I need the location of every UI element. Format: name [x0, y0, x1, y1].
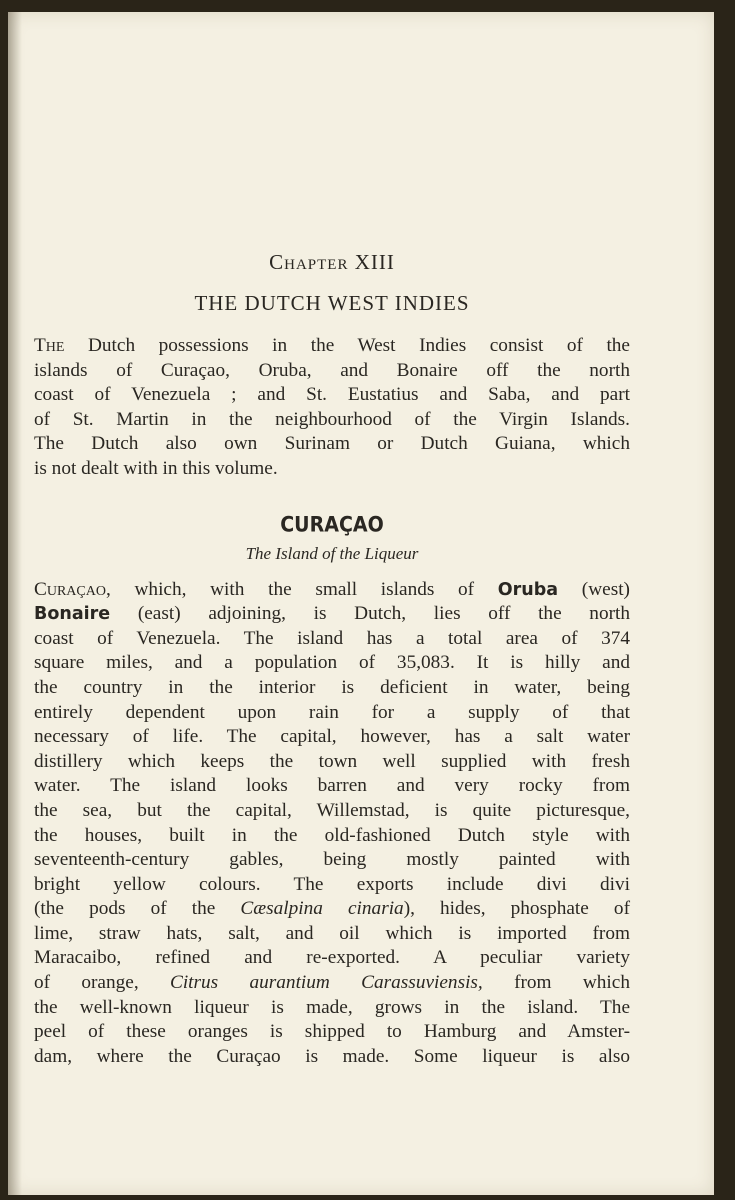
intro-paragraph: [34, 334, 630, 482]
body-line: dam, where the Curaçao is made. Some liqueur is also: [34, 1045, 630, 1067]
intro-line: The Dutch possessions in the West Indies consist of the: [34, 335, 630, 356]
species-name: Cæsalpina cinaria: [240, 898, 404, 920]
chapter-number: XIII: [354, 250, 395, 274]
body-line: Maracaibo, refined and re-exported. A peculiar variety: [34, 947, 630, 969]
chapter-label: [34, 250, 630, 275]
bonaire-term: Bonaire: [34, 604, 111, 625]
section-subtitle: The Island of the Liqueur: [245, 543, 419, 563]
body-line: seventeenth-century gables, being mostly painted with: [34, 849, 630, 871]
body-line: of orange, Citrus aurantium Carassuviensis, from which: [34, 972, 630, 994]
section-heading: CURAÇAO: [280, 512, 384, 537]
oruba-term: Oruba: [497, 579, 559, 600]
body-line: Bonaire (east) adjoining, is Dutch, lies off the north: [34, 603, 630, 625]
page-text: [34, 250, 630, 1069]
intro-line: of St. Martin in the neighbourhood of the Virgin Islands.: [34, 408, 630, 430]
body-line: coast of Venezuela. The island has a total area of 374: [34, 627, 630, 649]
intro-line-1-rest: Dutch possessions in the West Indies consist of the: [64, 335, 630, 356]
body-line: the sea, but the capital, Willemstad, is quite picturesque,: [34, 799, 630, 821]
body-line: entirely dependent upon rain for a supply of that: [34, 701, 630, 723]
body-line: the country in the interior is deficient in water, being: [34, 676, 630, 698]
body-line: water. The island looks barren and very rocky from: [34, 775, 630, 797]
body-line: the houses, built in the old-fashioned Dutch style with: [34, 824, 630, 846]
intro-line: is not dealt with in this volume.: [34, 457, 278, 479]
body-line: lime, straw hats, salt, and oil which is imported from: [34, 922, 630, 944]
intro-line: The Dutch also own Surinam or Dutch Guiana, which: [34, 433, 630, 455]
intro-line: coast of Venezuela ; and St. Eustatius and Saba, and part: [34, 384, 630, 406]
chapter-title: THE DUTCH WEST INDIES: [194, 291, 470, 315]
body-line: square miles, and a population of 35,083. It is hilly and: [34, 652, 630, 674]
body-line: Curaçao, which, with the small islands of Oruba (west): [34, 578, 630, 600]
body-line: (the pods of the Cæsalpina cinaria), hides, phosphate of: [34, 898, 630, 920]
body-line: distillery which keeps the town well supplied with fresh: [34, 750, 630, 772]
chapter-label-prefix: Chapter: [269, 250, 349, 274]
species-name: Citrus aurantium Carassuviensis,: [169, 972, 483, 994]
body-line: necessary of life. The capital, however, has a salt water: [34, 726, 630, 748]
body-paragraph: [34, 578, 630, 1070]
intro-line: islands of Curaçao, Oruba, and Bonaire off the north: [34, 359, 630, 381]
spine-shadow: [8, 12, 22, 1195]
body-line: the well-known liqueur is made, grows in the island. The: [34, 996, 630, 1018]
body-line: peel of these oranges is shipped to Hamburg and Amster-: [34, 1021, 630, 1043]
body-line: bright yellow colours. The exports include divi divi: [34, 873, 630, 895]
